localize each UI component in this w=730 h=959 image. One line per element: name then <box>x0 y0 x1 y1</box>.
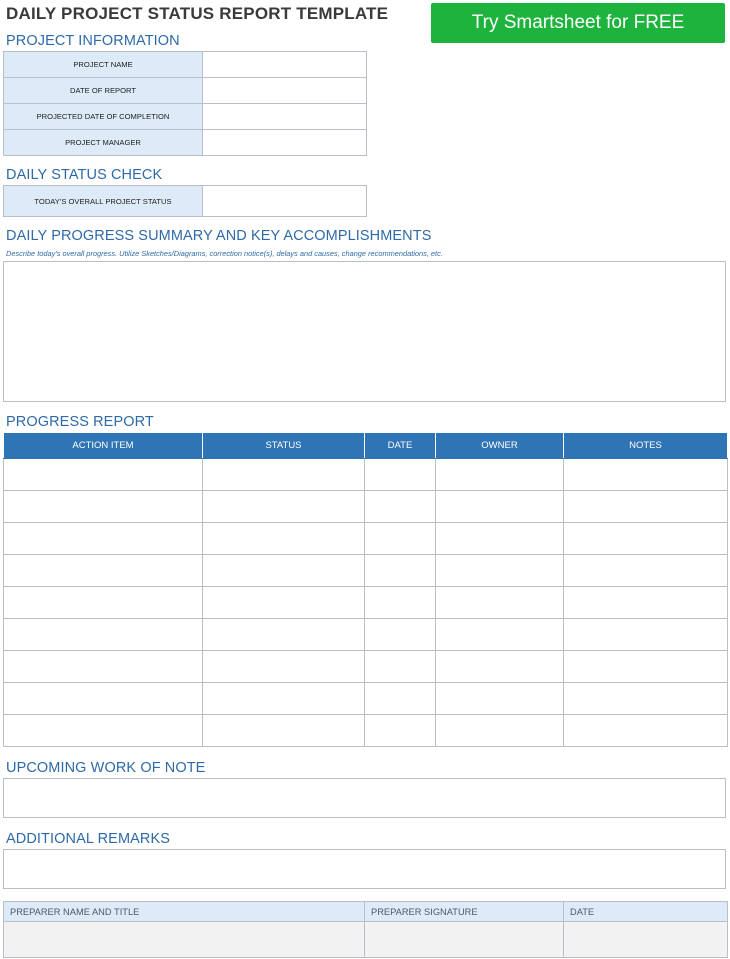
overall-status-field[interactable] <box>203 186 367 217</box>
owner-cell[interactable] <box>436 459 564 491</box>
daily-status-table <box>3 185 367 217</box>
column-header-status: STATUS <box>203 433 365 459</box>
status-cell[interactable] <box>203 619 365 651</box>
overall-status-label: TODAY'S OVERALL PROJECT STATUS <box>4 186 203 217</box>
project-name-label: PROJECT NAME <box>4 52 203 78</box>
table-row <box>4 619 728 651</box>
owner-cell[interactable] <box>436 683 564 715</box>
notes-cell[interactable] <box>564 587 728 619</box>
action-item-cell[interactable] <box>4 619 203 651</box>
table-row <box>4 186 367 217</box>
column-header-notes: NOTES <box>564 433 728 459</box>
action-item-cell[interactable] <box>4 715 203 747</box>
preparer-date-field[interactable] <box>564 922 728 958</box>
preparer-date-header: DATE <box>564 902 728 922</box>
status-cell[interactable] <box>203 587 365 619</box>
owner-cell[interactable] <box>436 523 564 555</box>
project-name-field[interactable] <box>203 52 367 78</box>
preparer-name-header: PREPARER NAME AND TITLE <box>4 902 365 922</box>
action-item-cell[interactable] <box>4 683 203 715</box>
table-header-row <box>4 902 728 922</box>
notes-cell[interactable] <box>564 459 728 491</box>
date-cell[interactable] <box>365 555 436 587</box>
daily-status-check-heading: DAILY STATUS CHECK <box>6 167 163 183</box>
project-manager-label: PROJECT MANAGER <box>4 130 203 156</box>
notes-cell[interactable] <box>564 651 728 683</box>
notes-cell[interactable] <box>564 619 728 651</box>
preparer-name-field[interactable] <box>4 922 365 958</box>
status-cell[interactable] <box>203 491 365 523</box>
notes-cell[interactable] <box>564 491 728 523</box>
status-cell[interactable] <box>203 459 365 491</box>
notes-cell[interactable] <box>564 523 728 555</box>
progress-report-table <box>3 432 728 747</box>
status-cell[interactable] <box>203 523 365 555</box>
table-row <box>4 651 728 683</box>
upcoming-work-heading: UPCOMING WORK OF NOTE <box>6 760 206 776</box>
table-row <box>4 459 728 491</box>
date-cell[interactable] <box>365 651 436 683</box>
summary-instructions: Describe today's overall progress. Utilize Sketches/Diagrams, correction notice(s), delays and causes, change recommendations, etc. <box>6 249 443 258</box>
table-header-row <box>4 433 728 459</box>
date-cell[interactable] <box>365 683 436 715</box>
table-row <box>4 587 728 619</box>
column-header-owner: OWNER <box>436 433 564 459</box>
table-row <box>4 78 367 104</box>
date-of-report-field[interactable] <box>203 78 367 104</box>
additional-remarks-heading: ADDITIONAL REMARKS <box>6 831 171 847</box>
projected-completion-field[interactable] <box>203 104 367 130</box>
table-row <box>4 922 728 958</box>
owner-cell[interactable] <box>436 555 564 587</box>
table-row <box>4 683 728 715</box>
action-item-cell[interactable] <box>4 491 203 523</box>
date-of-report-label: DATE OF REPORT <box>4 78 203 104</box>
project-information-table <box>3 51 367 156</box>
table-row <box>4 491 728 523</box>
owner-cell[interactable] <box>436 587 564 619</box>
date-cell[interactable] <box>365 587 436 619</box>
page-title: DAILY PROJECT STATUS REPORT TEMPLATE <box>6 4 389 23</box>
table-row <box>4 555 728 587</box>
preparer-signature-field[interactable] <box>365 922 564 958</box>
projected-completion-label: PROJECTED DATE OF COMPLETION <box>4 104 203 130</box>
table-row <box>4 52 367 78</box>
preparer-signature-header: PREPARER SIGNATURE <box>365 902 564 922</box>
date-cell[interactable] <box>365 523 436 555</box>
project-manager-field[interactable] <box>203 130 367 156</box>
date-cell[interactable] <box>365 459 436 491</box>
status-cell[interactable] <box>203 651 365 683</box>
owner-cell[interactable] <box>436 619 564 651</box>
column-header-action-item: ACTION ITEM <box>4 433 203 459</box>
table-row <box>4 104 367 130</box>
date-cell[interactable] <box>365 715 436 747</box>
owner-cell[interactable] <box>436 491 564 523</box>
table-row <box>4 715 728 747</box>
owner-cell[interactable] <box>436 715 564 747</box>
preparer-table <box>3 901 728 958</box>
progress-report-heading: PROGRESS REPORT <box>6 414 154 430</box>
summary-text-area[interactable] <box>3 261 726 402</box>
status-cell[interactable] <box>203 683 365 715</box>
owner-cell[interactable] <box>436 651 564 683</box>
try-smartsheet-button[interactable]: Try Smartsheet for FREE <box>431 3 725 43</box>
table-row <box>4 523 728 555</box>
date-cell[interactable] <box>365 619 436 651</box>
upcoming-work-text-area[interactable] <box>3 778 726 818</box>
notes-cell[interactable] <box>564 715 728 747</box>
table-row <box>4 130 367 156</box>
action-item-cell[interactable] <box>4 587 203 619</box>
action-item-cell[interactable] <box>4 555 203 587</box>
column-header-date: DATE <box>365 433 436 459</box>
action-item-cell[interactable] <box>4 651 203 683</box>
date-cell[interactable] <box>365 491 436 523</box>
action-item-cell[interactable] <box>4 459 203 491</box>
notes-cell[interactable] <box>564 683 728 715</box>
project-information-heading: PROJECT INFORMATION <box>6 33 180 49</box>
additional-remarks-text-area[interactable] <box>3 849 726 889</box>
summary-heading: DAILY PROGRESS SUMMARY AND KEY ACCOMPLISHMENTS <box>6 228 432 244</box>
status-cell[interactable] <box>203 555 365 587</box>
status-cell[interactable] <box>203 715 365 747</box>
notes-cell[interactable] <box>564 555 728 587</box>
action-item-cell[interactable] <box>4 523 203 555</box>
